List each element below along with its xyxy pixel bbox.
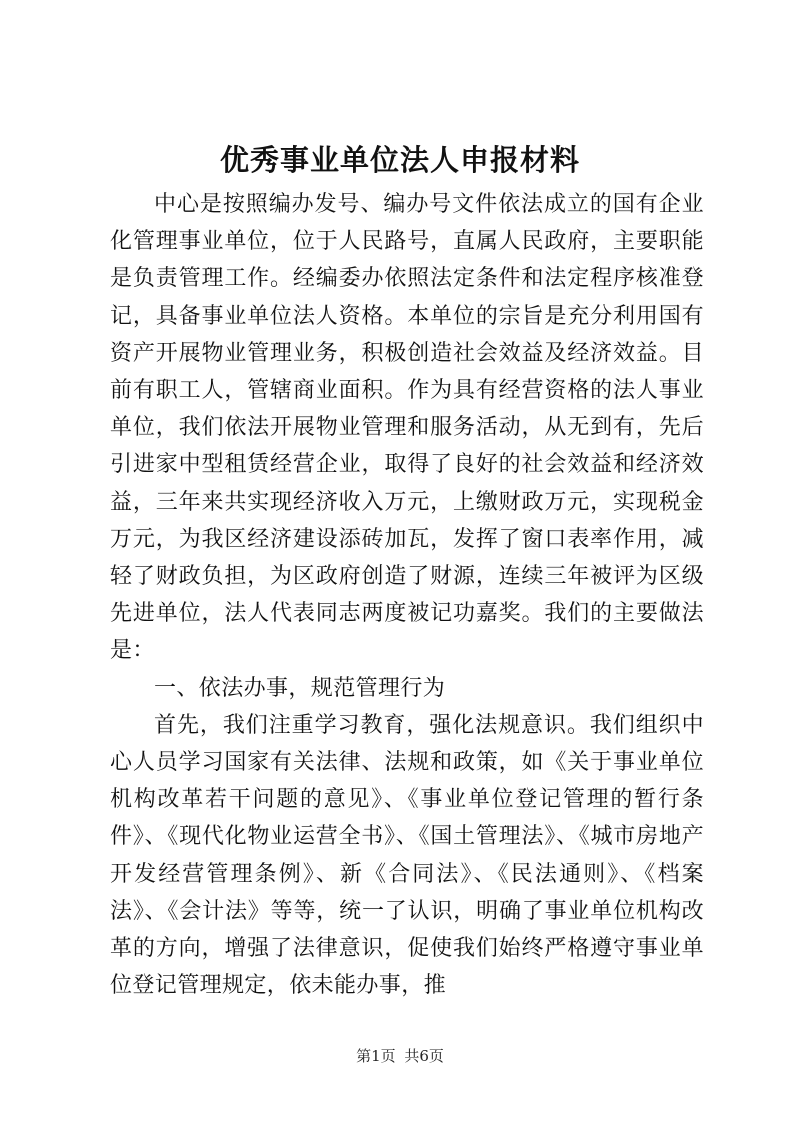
section-heading: 一、依法办事，规范管理行为 [154,675,446,701]
paragraph-first: 首先，我们注重学习教育，强化法规意识。我们组织中心人员学习国家有关法律、法规和政策，如《关于事业单位机构改革若干问题的意见》、《事业单位登记管理的暂行条件》、《现代化物业运营全书》、《国土管理法》、《城市房地产开发经营管理条例》、新《合同法》、《民法通则》、《档案法》、《会计法》等等，统一了认识，明确了事业单位机构改革的方向，增强了法律意识，促使我们始终严格遵守事业单位登记管理规定，依未能办事，推 [110,712,704,999]
document-body [110,186,704,1004]
paragraph-intro: 中心是按照编办发号、编办号文件依法成立的国有企业化管理事业单位，位于人民路号，直属人民政府，主要职能是负责管理工作。经编委办依照法定条件和法定程序核准登记，具备事业单位法人资格。本单位的宗旨是充分利用国有资产开展物业管理业务，积极创造社会效益及经济效益。目前有职工人，管辖商业面积。作为具有经营资格的法人事业单位，我们依法开展物业管理和服务活动，从无到有，先后引进家中型租赁经营企业，取得了良好的社会效益和经济效益，三年来共实现经济收入万元，上缴财政万元，实现税金万元，为我区经济建设添砖加瓦，发挥了窗口表率作用，减轻了财政负担，为区政府创造了财源，连续三年被评为区级先进单位，法人代表同志两度被记功嘉奖。我们的主要做法是： [110,192,704,664]
document-title: 优秀事业单位法人申报材料 [219,143,580,177]
page-number: 第1页 [356,1047,396,1065]
page-total: 共6页 [404,1047,444,1065]
page-footer [0,1046,800,1066]
